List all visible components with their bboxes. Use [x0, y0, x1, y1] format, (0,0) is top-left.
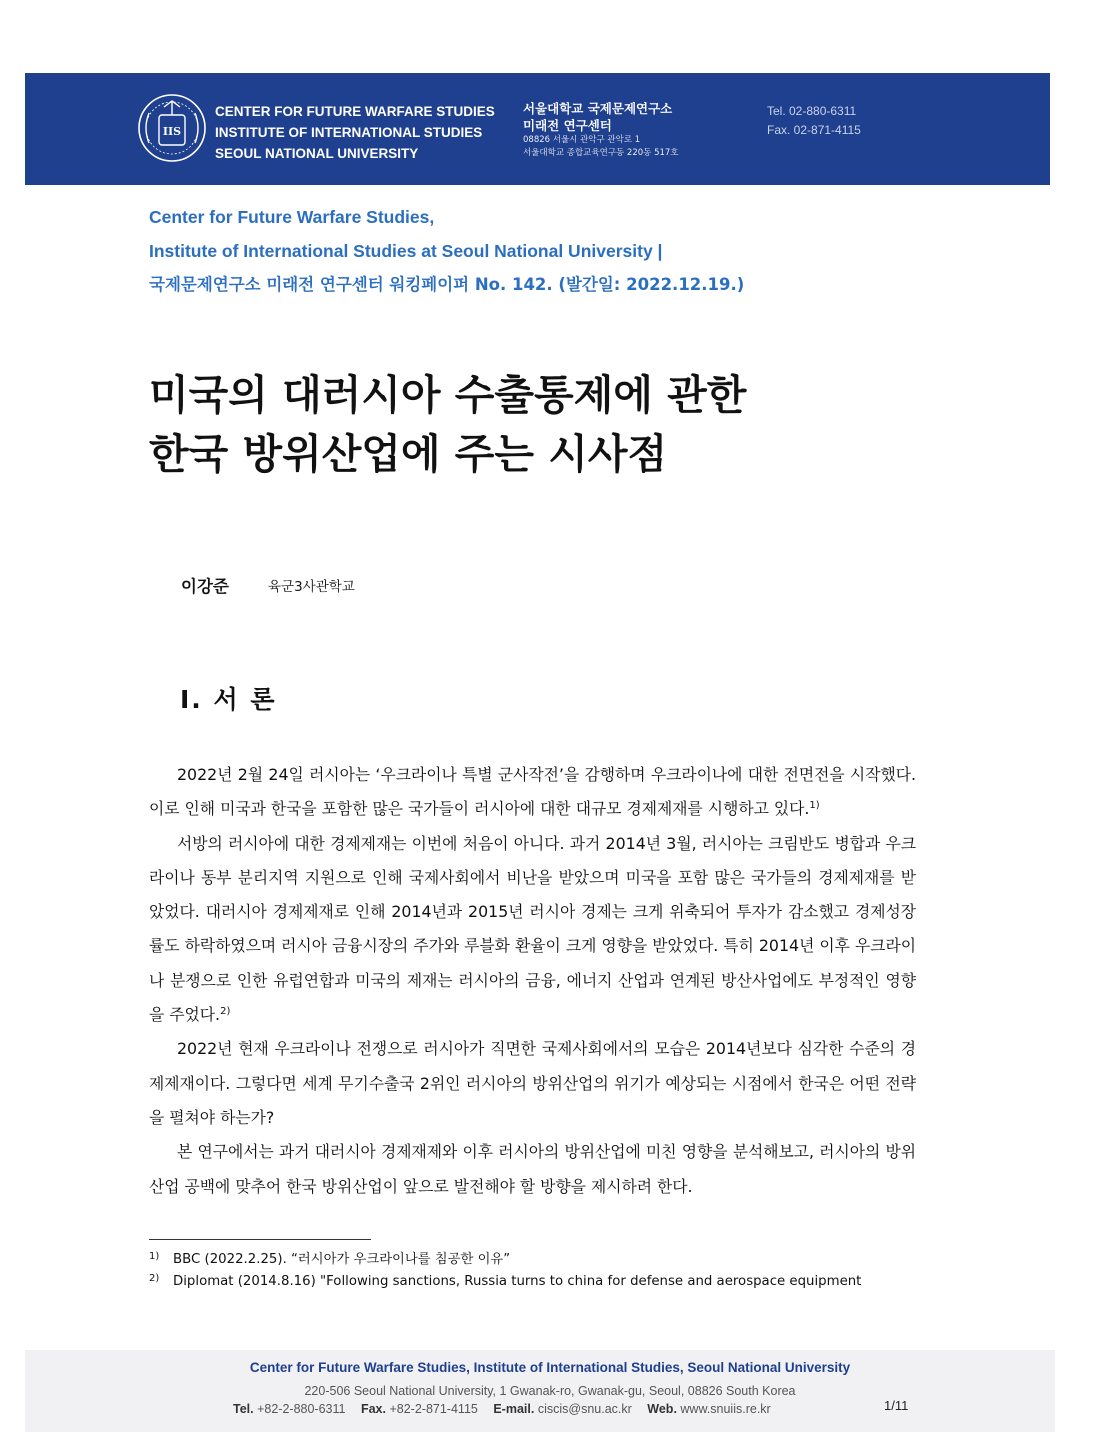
- section-heading: Ⅰ. 서 론: [180, 685, 277, 714]
- header-english-name: CENTER FOR FUTURE WARFARE STUDIES INSTITUTE OF INTERNATIONAL STUDIES SEOUL NATIONAL UNIVERSITY: [215, 104, 495, 161]
- paragraph: 2022년 현재 우크라이나 전쟁으로 러시아가 직면한 국제사회에서의 모습은 2014년보다 심각한 수준의 경제제재이다. 그렇다면 세계 무기수출국 2위인 러시아의 방위산업의 위기가 예상되는 시점에서 한국은 어떤 전략을 펼쳐야 하는가?: [149, 1039, 916, 1127]
- footnote-divider: [149, 1239, 371, 1240]
- paragraph: 본 연구에서는 과거 대러시아 경제재제와 이후 러시아의 방위산업에 미친 영향을 분석해보고, 러시아의 방위산업 공백에 맞추어 한국 방위산업이 앞으로 발전해야 할 방향을 제시하려 한다.: [149, 1142, 916, 1196]
- footer-contact: Tel. +82-2-880-6311 Fax. +82-2-871-4115 E-mail. ciscis@snu.ac.kr Web. www.snuiis.re.kr: [233, 1402, 771, 1416]
- header-korean-name: 서울대학교 국제문제연구소 미래전 연구센터 08826 서울시 관악구 관악로 1 서울대학교 종합교육연구동 220동 517호: [523, 101, 679, 158]
- body-text: [149, 758, 916, 1204]
- header-band: [25, 73, 1050, 185]
- publication-info: Center for Future Warfare Studies, Institute of International Studies at Seoul National University | 국제문제연구소 미래전 연구센터 워킹페이퍼 No. 142. (발간일: 2022.12.19.): [149, 207, 745, 294]
- footnote-ref[interactable]: 1): [809, 800, 820, 812]
- footer-email-link[interactable]: ciscis@snu.ac.kr: [537, 1402, 632, 1416]
- svg-text:IIS: IIS: [162, 125, 182, 138]
- footnote: 2) Diplomat (2014.8.16) "Following sanctions, Russia turns to china for defense and aerospace equipment: [149, 1273, 862, 1289]
- footnote: 1) BBC (2022.2.25). “러시아가 우크라이나를 침공한 이유”: [149, 1251, 511, 1267]
- author-affiliation: 육군3사관학교: [268, 579, 355, 595]
- paragraph: 서방의 러시아에 대한 경제제재는 이번에 처음이 아니다. 과거 2014년 3월, 러시아는 크림반도 병합과 우크라이나 동부 분리지역 지원으로 인해 국제사회에서 비난을 받았으며 미국을 포함 많은 국가들의 경제제재를 받았었다. 대러시아 경제제재로 인해 2014년과 2015년 러시아 경제는 크게 위축되어 투자가 감소했고 경제성장률도 하락하였으며 러시아 금융시장의 주가와 루블화 환율이 크게 영향을 받았었다. 특히 2014년 이후 우크라이나 분쟁으로 인한 유럽연합과 미국의 제재는 러시아의 금융, 에너지 산업과 연계된 방산사업에도 부정적인 영향을 주었다.$^{2)}$: [149, 833, 916, 1025]
- footer-address: 220-506 Seoul National University, 1 Gwanak-ro, Gwanak-gu, Seoul, 08826 South Korea: [304, 1384, 796, 1398]
- footnotes: [149, 1249, 916, 1293]
- institute-seal-icon: [137, 93, 207, 163]
- header-contact: Tel. 02-880-6311 Fax. 02-871-4115: [767, 104, 861, 137]
- footer-web-link[interactable]: www.snuiis.re.kr: [680, 1402, 771, 1416]
- paragraph: 2022년 2월 24일 러시아는 ‘우크라이나 특별 군사작전’을 감행하며 우크라이나에 대한 전면전을 시작했다. 이로 인해 미국과 한국을 포함한 많은 국가들이 러시아에 대한 대규모 경제제재를 시행하고 있다.$^{1)}$: [149, 765, 916, 819]
- author-name: 이강준: [181, 577, 229, 596]
- page-number: 1/11: [884, 1398, 909, 1413]
- footer-org-name: Center for Future Warfare Studies, Institute of International Studies, Seoul National University: [249, 1360, 851, 1375]
- document-title: 미국의 대러시아 수출통제에 관한 한국 방위산업에 주는 시사점: [149, 371, 747, 478]
- footnote-ref[interactable]: 2): [220, 1006, 231, 1018]
